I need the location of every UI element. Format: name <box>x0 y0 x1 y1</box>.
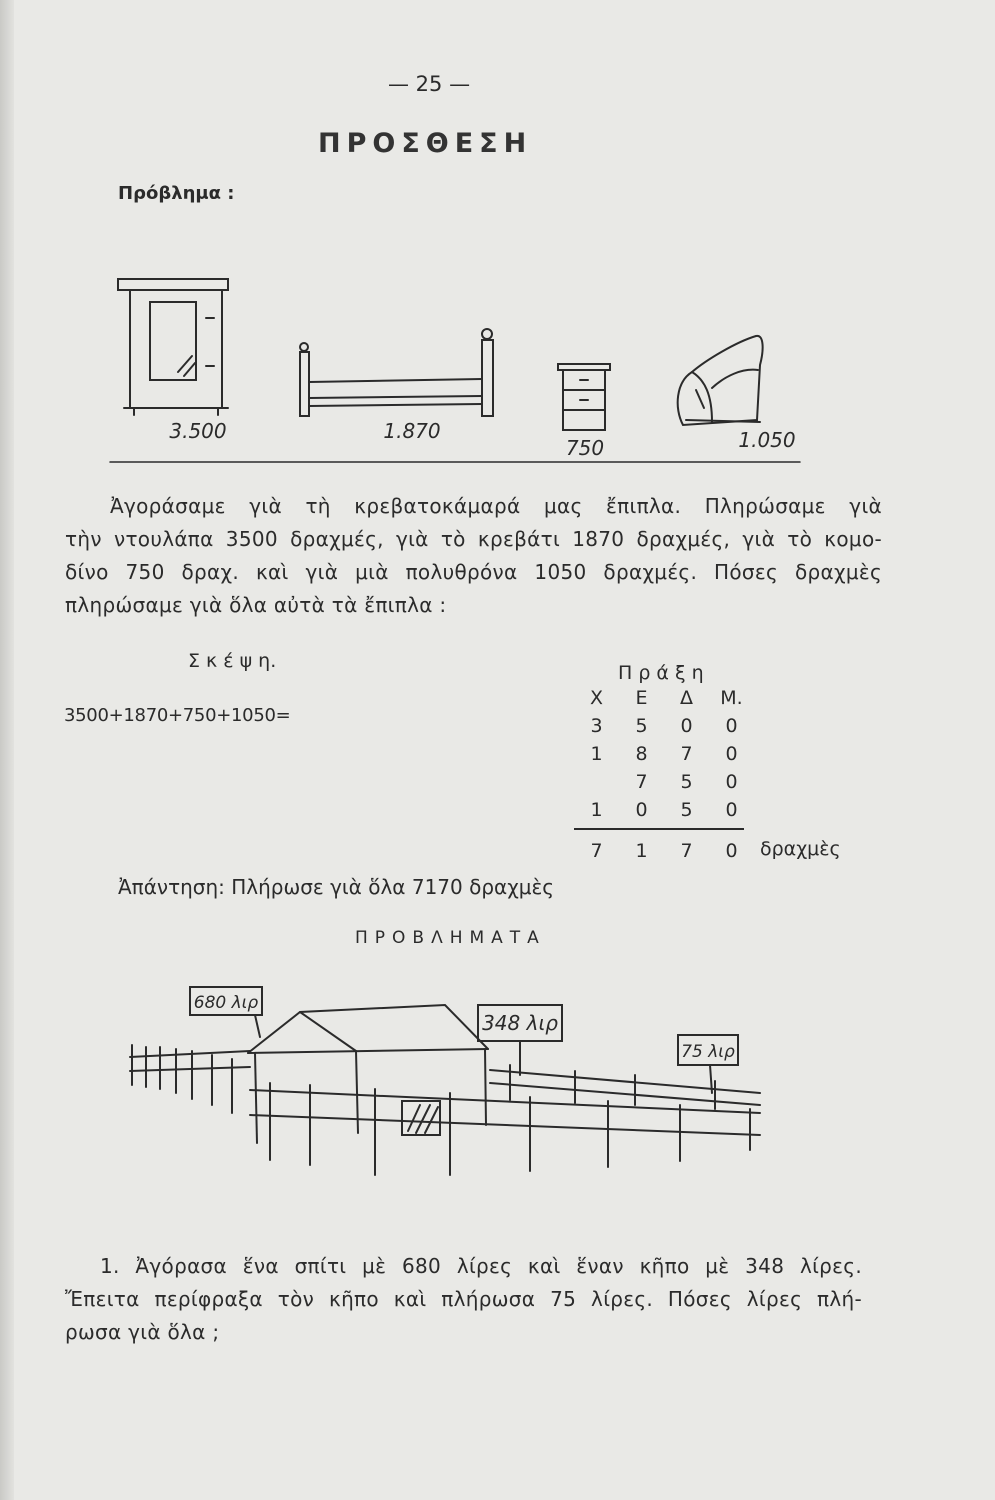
problem-statement-line: Ἀγοράσαμε γιὰ τὴ κρεβατοκάμαρά μας ἔπιπλα. Πληρώσαμε γιὰ <box>110 494 882 518</box>
wardrobe-price: 3.500 <box>169 419 227 443</box>
digit-cell: 5 <box>680 799 693 821</box>
fence-price-sign-text: 75 λιρ <box>681 1042 735 1062</box>
problem-1-line: ρωσα γιὰ ὅλα ; <box>65 1320 220 1344</box>
thought-label: Σ κ έ ψ η. <box>188 650 277 672</box>
digit-cell: 0 <box>725 743 738 765</box>
problem-1-line: 1. Ἀγόρασα ἕνα σπίτι μὲ 680 λίρες καὶ ἕναν κῆπο μὲ 348 λίρες. <box>100 1254 862 1278</box>
column-header: Χ <box>589 687 604 709</box>
addition-expression: 3500+1870+750+1050= <box>64 705 291 726</box>
operation-label: Π ρ ά ξ η <box>618 662 704 684</box>
digit-cell: 0 <box>635 799 648 821</box>
problem-label: Πρόβλημα : <box>118 183 235 204</box>
problem-statement-line: δίνο 750 δραχ. καὶ γιὰ μιὰ πολυθρόνα 1050 δραχμές. Πόσες δραχμὲς <box>65 560 882 584</box>
house-price-sign-text: 680 λιρ <box>193 993 259 1013</box>
answer-text: Ἀπάντηση: Πλήρωσε γιὰ ὅλα 7170 δραχμὲς <box>118 875 555 899</box>
page-title: ΠΡΟΣΘΕΣΗ <box>318 128 533 159</box>
problem-1 <box>65 1250 862 1349</box>
fence-drawing <box>130 1045 760 1175</box>
result-digit: 1 <box>635 840 648 862</box>
armchair-price: 1.050 <box>738 428 796 452</box>
furniture-illustration <box>100 270 810 470</box>
digit-cell: 7 <box>680 743 693 765</box>
digit-cell: 1 <box>590 743 603 765</box>
problem-statement-line: τὴν ντουλάπα 3500 δραχμές, γιὰ τὸ κρεβάτι 1870 δραχμές, γιὰ τὸ κομο- <box>65 527 882 551</box>
sum-line <box>574 828 744 830</box>
garden-price-sign <box>478 1005 562 1075</box>
addition-result <box>574 837 754 865</box>
wardrobe-drawing <box>118 279 228 415</box>
result-digit: 7 <box>590 840 603 862</box>
column-header: Ε <box>635 687 648 709</box>
digit-cell <box>574 768 619 796</box>
problem-statement-line: πληρώσαμε γιὰ ὅλα αὐτὰ τὰ ἔπιπλα : <box>65 593 447 617</box>
digit-cell: 0 <box>725 715 738 737</box>
digit-cell: 5 <box>635 715 648 737</box>
page-edge-shadow <box>0 0 14 1500</box>
house-price-sign <box>190 987 262 1037</box>
digit-cell: 1 <box>590 799 603 821</box>
digit-cell: 5 <box>680 771 693 793</box>
house-illustration <box>120 975 780 1190</box>
problems-heading: ΠΡΟΒΛΗΜΑΤΑ <box>355 928 546 948</box>
result-unit: δραχμὲς <box>760 838 841 860</box>
fence-price-sign <box>678 1035 738 1093</box>
problem-statement <box>65 490 882 622</box>
nightstand-drawing <box>558 364 610 430</box>
bed-drawing <box>300 329 493 416</box>
nightstand-price: 750 <box>565 436 605 460</box>
digit-cell: 0 <box>725 799 738 821</box>
digit-cell: 3 <box>590 715 603 737</box>
digit-cell: 0 <box>680 715 693 737</box>
result-digit: 7 <box>680 840 693 862</box>
problem-1-line: Ἔπειτα περίφραξα τὸν κῆπο καὶ πλήρωσα 75 λίρες. Πόσες λίρες πλή- <box>65 1287 862 1311</box>
digit-cell: 8 <box>635 743 648 765</box>
addition-columns <box>574 684 754 824</box>
armchair-drawing <box>678 336 763 425</box>
column-header: Δ <box>680 687 693 709</box>
bed-price: 1.870 <box>383 419 441 443</box>
digit-cell: 7 <box>635 771 648 793</box>
garden-price-sign-text: 348 λιρ <box>482 1011 558 1035</box>
page-number: — 25 — <box>388 72 471 96</box>
result-digit: 0 <box>725 840 738 862</box>
digit-cell: 0 <box>725 771 738 793</box>
column-header: Μ. <box>720 687 743 709</box>
